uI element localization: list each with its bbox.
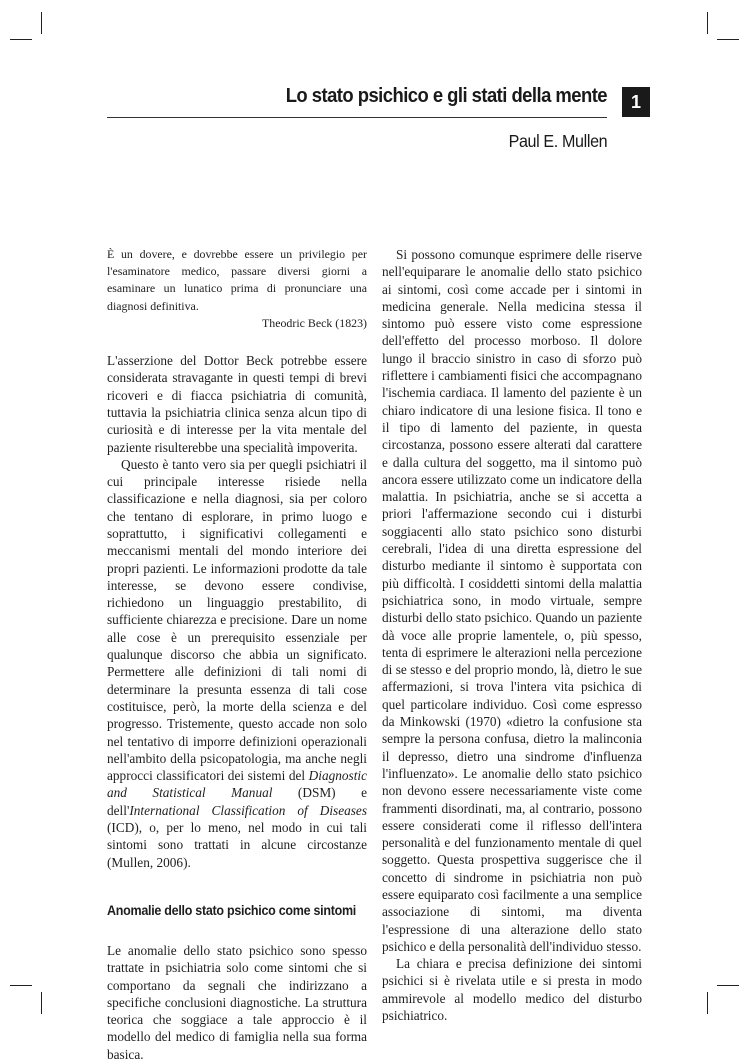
epigraph-source: Theodric Beck (1823) [262, 315, 367, 330]
author-name: Paul E. Mullen [508, 131, 607, 151]
crop-mark [41, 992, 42, 1014]
crop-mark [717, 39, 739, 40]
section-heading: Anomalie dello stato psichico come sintomi [107, 902, 357, 918]
crop-mark [707, 992, 708, 1014]
crop-mark [10, 39, 32, 40]
crop-mark [10, 985, 32, 986]
crop-mark [707, 12, 708, 34]
body-paragraph: Si possono comunque esprimere delle riserve nell'equiparare le anomalie dello stato psichico ai sintomi, così come accade per i sintomi in medicina generale. Nella medicina stessa il sintomo può essere visto come espressione dell'effetto del processo morboso. Il dolore lungo il braccio sinistro in caso di sforzo può riflettere i cambiamenti fisici che accompagnano l'ischemia cardiaca. Il lamento del paziente è un chiaro indicatore di una lesione fisica. Il tono e il tipo di lamento del paziente, in questa circostanza, possono essere alterati dal carattere e dalla cultura del soggetto, ma il sintomo può ancora essere utilizzato come un indicatore della malattia. In psichiatria, anche se si accetta a priori l'affermazione secondo cui i disturbi soggiacenti allo stato psichico sono disturbi cerebrali, l'idea di una diretta espressione del disturbo mediante il sintomo è supportata con più difficoltà. I cosiddetti sintomi della malattia psichiatrica sono, in modo virtuale, sempre disturbi dello stato psichico. Quando un paziente dà voce alle proprie lamentele, o, più spesso, tenta di esprimere le alterazioni nella percezione di se stesso e del proprio mondo, là, dietro le sue affermazioni, si trova l'intera vita psichica di quel particolare individuo. Così come espresso da Minkowski (1970) «dietro la confusione sta sempre la persona confusa, dietro la malinconia il depresso, dietro una sindrome d'influenza l'influenzato». Le anomalie dello stato psichico non devono essere necessariamente viste come frammenti disordinati, ma, al contrario, possono essere considerati come il riflesso dell'intera personalità e del funzionamento mentale di quel soggetto. Questa prospettiva suggerisce che il concetto di sindrome in psichiatria non può essere equiparato così facilmente a una semplice associazione di sintomi, ma diventa l'espressione di una alterazione dello stato psichico e della personalità dell'individuo stesso. [382, 247, 642, 954]
paragraph-text: (ICD), o, per lo meno, nel modo in cui tali sintomi sono trattati in alcune circostanze (Mullen, 2006). [107, 820, 367, 870]
chapter-number-badge: 1 [622, 87, 650, 117]
chapter-title: Lo stato psichico e gli stati della mente [285, 84, 607, 107]
right-column [382, 246, 642, 1024]
body-paragraph: L'asserzione del Dottor Beck potrebbe essere considerata stravagante in questi tempi di brevi ricoveri e di fiacca psichiatria di comunità, tuttavia la psichiatria clinica senza alcun tipo di curiosità e di interesse per la vita mentale del paziente risulterebbe una specialità impoverita. [107, 353, 367, 455]
body-paragraph [107, 456, 367, 871]
paragraph-text: (DSM) e dell' [107, 785, 367, 818]
paragraph-text: Questo è tanto vero sia per quegli psichiatri il cui principale interesse risiede nella classificazione e nella diagnosi, sia per coloro che tentano di esplorare, in primo luogo e soprattutto, i significativi collegamenti e meccanismi mentali del mondo interiore dei propri pazienti. Le informazioni prodotte da tale interesse, se devono essere condivise, richiedono un linguaggio prestabilito, di sufficiente chiarezza e precisione. Dare un nome alle cose è un prerequisito essenziale per qualunque discorso che abbia un significato. Permettere alle definizioni di tali nomi di determinare la presunta essenza di tali cose costituisce, però, la morte della scienza e del progresso. Tristemente, questo accade non solo nel tentativo di imporre definizioni operazionali nell'ambito della psicopatologia, ma anche negli approcci classificatori dei sistemi del [107, 456, 367, 784]
epigraph-text: È un dovere, e dovrebbe essere un privilegio per l'esaminatore medico, passare diversi giorni a esaminare un lunatico prima di pronunciare una diagnosi definitiva. [107, 247, 367, 313]
left-column [107, 246, 367, 1063]
crop-mark [41, 12, 42, 34]
title-divider [107, 117, 607, 118]
body-paragraph: Le anomalie dello stato psichico sono spesso trattate in psichiatria solo come sintomi che si comportano da segnali che indirizzano a specifiche conclusioni diagnostiche. La struttura teorica che soggiace a tale approccio è il modello del medico di famiglia nella sua forma basica. [107, 942, 367, 1062]
body-paragraph: La chiara e precisa definizione dei sintomi psichici si è rivelata utile e si presta in modo ammirevole al modello medico del disturbo psichiatrico. [382, 956, 642, 1024]
dsm-title: Diagnostic and Statistical Manual [107, 768, 367, 801]
icd-title: International Classification of Diseases [129, 802, 367, 818]
crop-mark [717, 985, 739, 986]
